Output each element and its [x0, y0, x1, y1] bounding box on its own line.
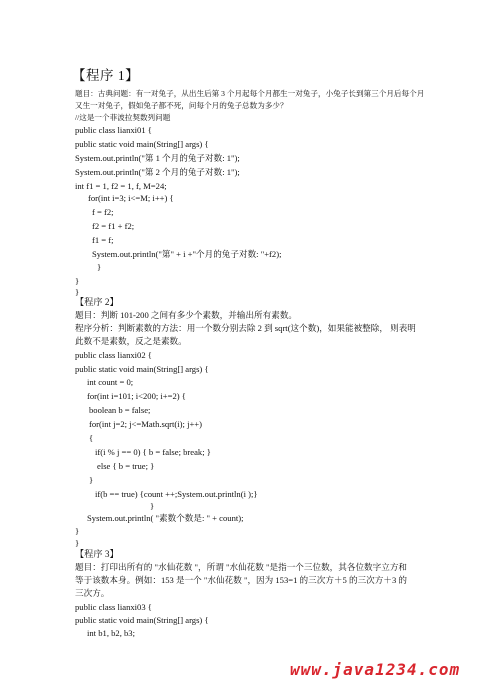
- code-line: }: [75, 276, 80, 286]
- code-line: public class lianxi01 {: [75, 125, 152, 135]
- watermark: www.java1234.com: [290, 660, 461, 679]
- code-line: public static void main(String[] args) {: [75, 364, 209, 374]
- program-1-comment: //这是一个菲波拉契数列问题: [75, 113, 171, 122]
- code-line: }: [75, 538, 80, 548]
- code-line: System.out.println( "素数个数是: " + count);: [87, 513, 244, 523]
- code-line: }: [150, 501, 155, 511]
- code-line: f2 = f1 + f2;: [92, 221, 135, 231]
- code-line: System.out.println("第" + i +"个月的兔子对数: "+f2);: [92, 249, 282, 259]
- code-line: }: [89, 475, 94, 485]
- code-line: int count = 0;: [87, 377, 134, 387]
- program-2-analysis-line-1: 程序分析：判断素数的方法：用一个数分别去除 2 到 sqrt(这个数)，如果能被整除， 则表明: [75, 323, 416, 333]
- code-line: }: [75, 526, 80, 536]
- code-line: boolean b = false;: [89, 405, 151, 415]
- program-3-heading: 【程序 3】: [75, 549, 119, 559]
- code-line: if(b == true) {count ++;System.out.println(i );}: [95, 489, 258, 499]
- code-line: f = f2;: [92, 207, 114, 217]
- code-line: for(int j=2; j<=Math.sqrt(i); j++): [89, 419, 203, 429]
- program-1-heading: 【程序 1】: [72, 68, 140, 83]
- program-1-problem-line-1: 题目：古典问题：有一对兔子，从出生后第 3 个月起每个月都生一对兔子，小兔子长到第三个月后每个月: [75, 89, 425, 98]
- code-line: public static void main(String[] args) {: [75, 139, 209, 149]
- code-line: public static void main(String[] args) {: [75, 615, 209, 625]
- code-line: System.out.println("第 1 个月的兔子对数: 1");: [75, 153, 240, 163]
- code-line: }: [75, 287, 80, 297]
- program-3-problem-line-2: 等于该数本身。例如：153 是一个 "水仙花数 "，因为 153=1 的三次方＋5 的三次方＋3 的: [75, 575, 407, 585]
- code-line: for(int i=3; i<=M; i++) {: [88, 193, 174, 203]
- program-2-analysis-line-2: 此数不是素数，反之是素数。: [75, 336, 187, 346]
- program-3-problem-line-1: 题目：打印出所有的 "水仙花数 "，所谓 "水仙花数 "是指一个三位数，其各位数字立方和: [75, 562, 408, 572]
- code-line: f1 = f;: [92, 235, 114, 245]
- code-line: for(int i=101; i<200; i+=2) {: [87, 391, 186, 401]
- code-line: if(i % j == 0) { b = false; break; }: [95, 447, 211, 457]
- code-line: int b1, b2, b3;: [87, 628, 135, 638]
- code-line: System.out.println("第 2 个月的兔子对数: 1");: [75, 167, 240, 177]
- program-2-heading: 【程序 2】: [75, 297, 119, 307]
- code-line: else { b = true; }: [97, 461, 155, 471]
- code-line: int f1 = 1, f2 = 1, f, M=24;: [75, 181, 167, 191]
- program-1-problem-line-2: 又生一对兔子，假如兔子都不死，问每个月的兔子总数为多少？: [75, 101, 288, 110]
- program-3-problem-line-3: 三次方。: [75, 588, 110, 598]
- code-line: public class lianxi02 {: [75, 350, 152, 360]
- program-2-problem: 题目：判断 101-200 之间有多少个素数，并输出所有素数。: [75, 310, 298, 320]
- code-line: public class lianxi03 {: [75, 602, 152, 612]
- code-line: }: [97, 262, 102, 272]
- code-line: {: [89, 433, 94, 443]
